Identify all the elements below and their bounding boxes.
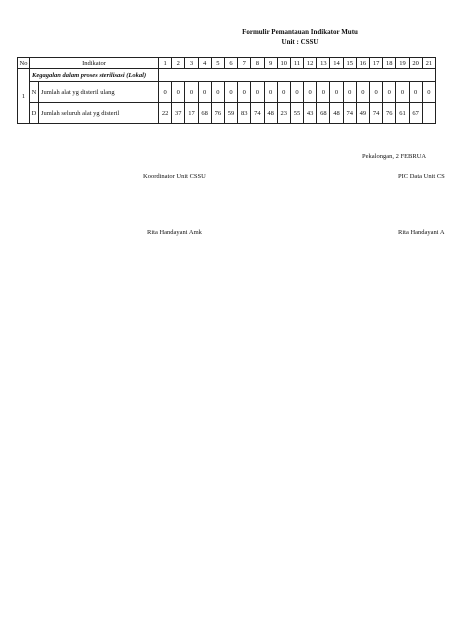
value-cell: 68 bbox=[198, 103, 211, 124]
value-cell: 22 bbox=[159, 103, 172, 124]
value-cell: 83 bbox=[238, 103, 251, 124]
value-cell: 0 bbox=[317, 82, 330, 103]
place-date: Pekalongan, 2 FEBRUA bbox=[362, 153, 427, 160]
value-cell: 74 bbox=[343, 103, 356, 124]
value-cell: 23 bbox=[277, 103, 290, 124]
header-day: 7 bbox=[238, 58, 251, 69]
value-cell: 59 bbox=[224, 103, 237, 124]
left-signatory-role: Koordinator Unit CSSU bbox=[143, 173, 206, 180]
value-cell: 0 bbox=[211, 82, 224, 103]
header-day: 5 bbox=[211, 58, 224, 69]
value-cell: 74 bbox=[370, 103, 383, 124]
table-header-row bbox=[18, 58, 436, 69]
value-cell: 0 bbox=[356, 82, 369, 103]
row-label: Jumlah alat yg disteril ulang bbox=[39, 82, 159, 103]
header-day: 21 bbox=[422, 58, 435, 69]
section-row bbox=[18, 69, 436, 82]
row-label: Jumlah seluruh alat yg disteril bbox=[39, 103, 159, 124]
header-day: 10 bbox=[277, 58, 290, 69]
value-cell: 0 bbox=[304, 82, 317, 103]
header-day: 13 bbox=[317, 58, 330, 69]
table-row-denominator bbox=[18, 103, 436, 124]
header-day: 8 bbox=[251, 58, 264, 69]
header-day: 20 bbox=[409, 58, 422, 69]
header-day: 14 bbox=[330, 58, 343, 69]
value-cell: 0 bbox=[264, 82, 277, 103]
right-signatory-role: PIC Data Unit CS bbox=[398, 173, 445, 180]
header-day: 4 bbox=[198, 58, 211, 69]
value-cell: 0 bbox=[277, 82, 290, 103]
value-cell bbox=[422, 103, 435, 124]
value-cell: 74 bbox=[251, 103, 264, 124]
section-spacer bbox=[159, 69, 436, 82]
header-indikator: Indikator bbox=[30, 58, 159, 69]
row-code: D bbox=[30, 103, 39, 124]
header-day: 1 bbox=[159, 58, 172, 69]
unit-subtitle: Unit : CSSU bbox=[281, 38, 319, 46]
value-cell: 0 bbox=[396, 82, 409, 103]
value-cell: 0 bbox=[238, 82, 251, 103]
value-cell: 76 bbox=[211, 103, 224, 124]
value-cell: 55 bbox=[290, 103, 303, 124]
header-day: 6 bbox=[224, 58, 237, 69]
value-cell: 48 bbox=[330, 103, 343, 124]
header-day: 12 bbox=[304, 58, 317, 69]
value-cell: 61 bbox=[396, 103, 409, 124]
value-cell: 0 bbox=[383, 82, 396, 103]
header-day: 16 bbox=[356, 58, 369, 69]
value-cell: 0 bbox=[370, 82, 383, 103]
header-day: 15 bbox=[343, 58, 356, 69]
value-cell: 67 bbox=[409, 103, 422, 124]
form-title: Formulir Pemantauan Indikator Mutu bbox=[242, 28, 358, 36]
value-cell: 37 bbox=[172, 103, 185, 124]
value-cell: 0 bbox=[251, 82, 264, 103]
header-day: 19 bbox=[396, 58, 409, 69]
value-cell: 43 bbox=[304, 103, 317, 124]
value-cell: 0 bbox=[422, 82, 435, 103]
header-no: No bbox=[18, 58, 30, 69]
value-cell: 0 bbox=[172, 82, 185, 103]
value-cell: 17 bbox=[185, 103, 198, 124]
section-number: 1 bbox=[18, 69, 30, 124]
indicator-table bbox=[17, 57, 436, 124]
header-day: 9 bbox=[264, 58, 277, 69]
section-title: Kegagalan dalam proses sterilisasi (Lokal) bbox=[30, 69, 159, 82]
row-code: N bbox=[30, 82, 39, 103]
header-day: 3 bbox=[185, 58, 198, 69]
value-cell: 0 bbox=[330, 82, 343, 103]
right-signatory-name: Rita Handayani A bbox=[398, 229, 445, 236]
value-cell: 0 bbox=[185, 82, 198, 103]
value-cell: 0 bbox=[224, 82, 237, 103]
value-cell: 68 bbox=[317, 103, 330, 124]
value-cell: 0 bbox=[409, 82, 422, 103]
value-cell: 0 bbox=[159, 82, 172, 103]
header-day: 2 bbox=[172, 58, 185, 69]
value-cell: 76 bbox=[383, 103, 396, 124]
value-cell: 49 bbox=[356, 103, 369, 124]
value-cell: 0 bbox=[290, 82, 303, 103]
table-row-numerator bbox=[18, 82, 436, 103]
value-cell: 0 bbox=[198, 82, 211, 103]
header-day: 17 bbox=[370, 58, 383, 69]
left-signatory-name: Rita Handayani Amk bbox=[147, 229, 202, 236]
header-day: 11 bbox=[290, 58, 303, 69]
value-cell: 48 bbox=[264, 103, 277, 124]
value-cell: 0 bbox=[343, 82, 356, 103]
header-day: 18 bbox=[383, 58, 396, 69]
